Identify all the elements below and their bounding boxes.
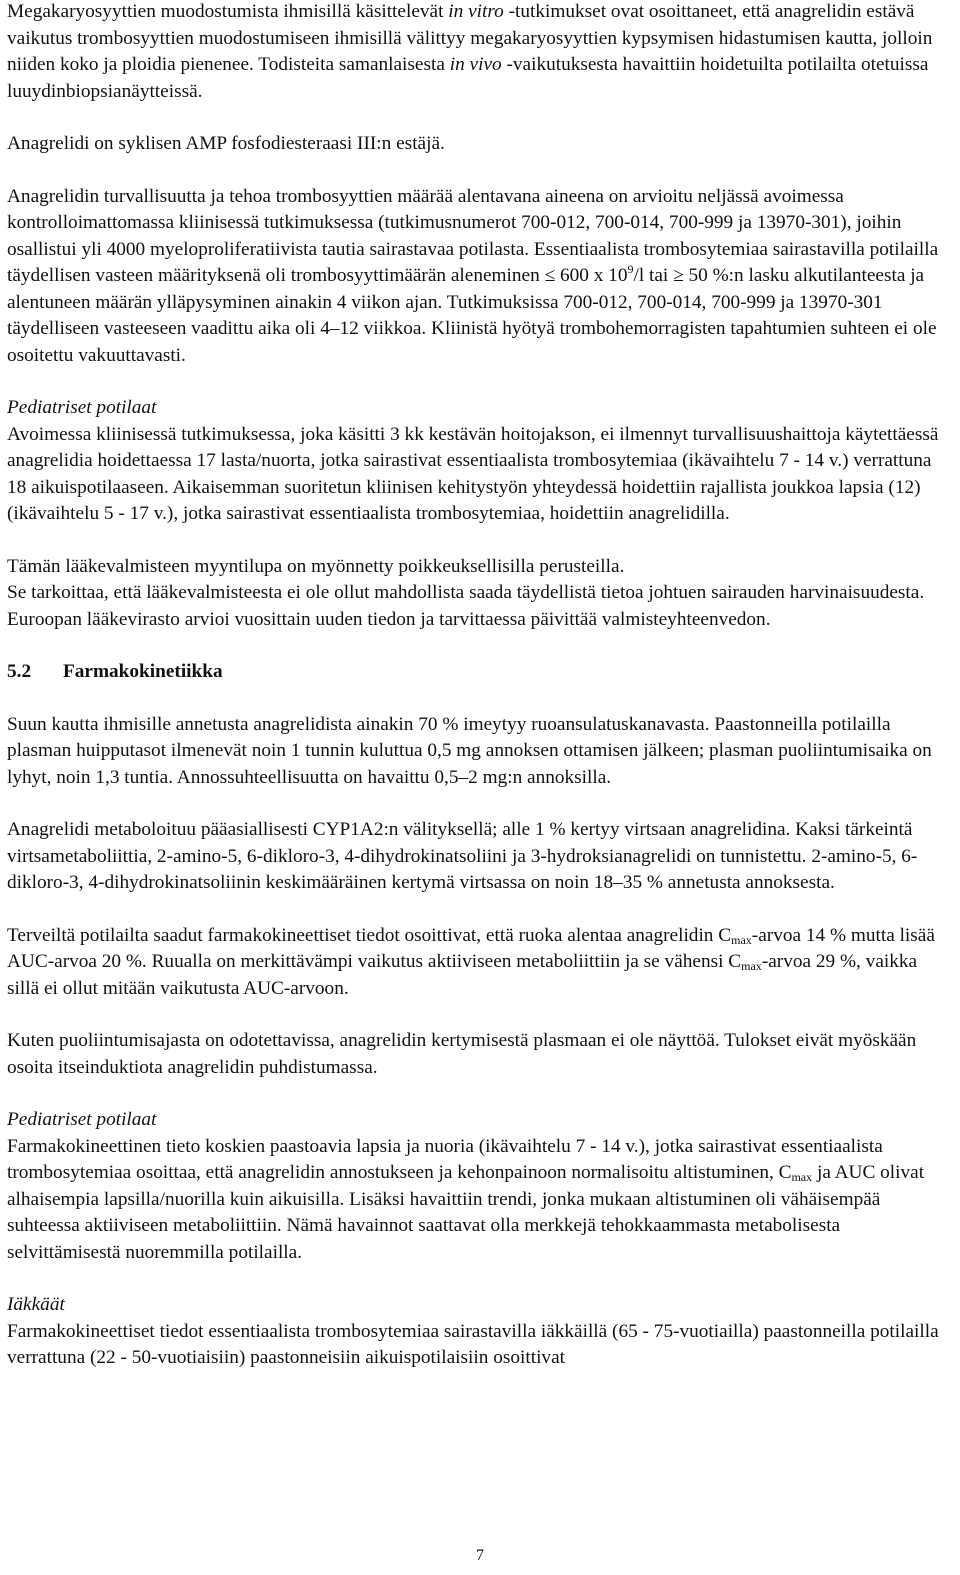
paragraph-amp-inhibitor: Anagrelidi on syklisen AMP fosfodiesteraasi III:n estäjä. [7,133,445,154]
document-page [7,0,953,1372]
subscript-max: max [731,932,752,947]
auth-line-2: Se tarkoittaa, että lääkevalmisteesta ei ole ollut mahdollista saada täydellistä tietoa johtuen sairauden harvinaisuudesta. [7,582,925,603]
section-heading-pharmacokinetics [7,659,953,686]
exponent: 9 [627,262,634,276]
paragraph-elderly: Farmakokineettiset tiedot essentiaalista trombosytemiaa sairastavilla iäkkäillä (65 - 75-vuotiailla) paastonneilla potilailla verrattuna (22 - 50-vuotiaisiin) paastonneisiin aikuispotilaisiin osoittivat [7,1320,939,1368]
italic-in-vivo: in vivo [449,54,502,75]
paragraph-accumulation: Kuten puoliintumisajasta on odotettavissa, anagrelidin kertymisestä plasmaan ei ole näyttöä. Tulokset eivät myöskään osoita itseinduktiota anagrelidin puhdistumassa. [7,1030,917,1078]
auth-line-1: Tämän lääkevalmisteen myyntilupa on myönnetty poikkeuksellisilla perusteilla. [7,555,625,577]
subheading-elderly: Iäkkäät [7,1294,65,1315]
subheading-pediatric-2: Pediatriset potilaat [7,1109,157,1130]
italic-in-vitro: in vitro [448,1,504,22]
paragraph-pediatric-1: Avoimessa kliinisessä tutkimuksessa, joka käsitti 3 kk kestävän hoitojakson, ei ilmennyt turvallisuushaittoja käytettäessä anagrelidia hoidettaessa 17 lasta/nuorta, jotka sairastivat essentiaalista trombosytemiaa (ikävaihtelu 7 - 14 v.) verrattuna 18 aikuispotilaaseen. Aikaisemman suoritetun kliinisen kehitystyön yhteydessä hoidettiin rajallista joukkoa lapsia (12) (ikävaihtelu 5 - 17 v.), jotka sairastivat essentiaalista trombosytemiaa, hoidettiin anagrelidilla. [7,423,939,524]
paragraph-pediatric-2: Farmakokineettinen tieto koskien paastoavia lapsia ja nuoria (ikävaihtelu 7 - 14 v.), jotka sairastivat essentiaalista trombosytemiaa osoittaa, että anagrelidin annostukseen ja kehonpainoon normalisoitu altistuminen, $C_{max}$ ja AUC olivat alhaisempia lapsilla/nuorilla kuin aikuisilla. Lisäksi havaittiin trendi, jonka mukaan altistuminen oli vähäisempää suhteessa aktiiviseen metaboliittiin. Nämä havainnot saattavat olla merkkejä tehokkaammasta metabolisesta selvittämisestä nuoremmilla potilailla. [7,1135,925,1263]
paragraph-metabolism: Anagrelidi metaboloituu pääasiallisesti CYP1A2:n välityksellä; alle 1 % kertyy virtsaan anagrelidina. Kaksi tärkeintä virtsametaboliittia, 2-amino-5, 6-dikloro-3, 4-dihydrokinatsoliini ja 3-hydroksianagrelidi on tunnistettu. 2-amino-5, 6-dikloro-3, 4-dihydrokinatsoliinin keskimääräinen kertymä virtsassa on noin 18–35 % annetusta annoksesta. [7,819,918,893]
paragraph-absorption: Suun kautta ihmisille annetusta anagrelidista ainakin 70 % imeytyy ruoansulatuskanavasta. Paastonneilla potilailla plasman huipputasot ilmenevät noin 1 tunnin kuluttua 0,5 mg annoksen ottamisen jälkeen; plasman puoliintumisaika on lyhyt, noin 1,3 tuntia. Annossuhteellisuutta on havaittu 0,5–2 mg:n annoksilla. [7,713,932,788]
section-title: Farmakokinetiikka [63,661,223,682]
less-equal-symbol: ≤ [544,265,556,286]
paragraph-safety-efficacy: Anagrelidin turvallisuutta ja tehoa trombosyyttien määrää alentavana aineena on arvioitu neljässä avoimessa kontrolloimattomassa kliinisessä tutkimuksessa (tutkimusnumerot 700-012, 700-014, 700-999 ja 13970-301), joihin osallistui yli 4000 myeloproliferatiivista tautia sairastavaa potilasta. Essentiaalista trombosytemiaa sairastavilla potilailla täydellisen vasteen määrityksenä oli trombosyyttimäärän aleneminen ≤ 600 x $10^9/l$ tai ≥ 50 %:n lasku alkutilanteesta ja alentuneen määrän ylläpysyminen ainakin 4 viikon ajan. Tutkimuksissa 700-012, 700-014, 700-999 ja 13970-301 täydelliseen vasteeseen vaadittu aika oli 4–12 viikkoa. Kliinistä hyötyä trombohemorragisten tapahtumien suhteen ei ole osoitettu vakuuttavasti. [7,185,939,366]
subheading-pediatric-1: Pediatriset potilaat [7,397,157,418]
auth-line-3: Euroopan lääkevirasto arvioi vuosittain uuden tiedon ja tarvittaessa päivittää valmisteyhteenvedon. [7,608,771,630]
paragraph-megakaryocyte: Megakaryosyyttien muodostumista ihmisillä käsittelevät in vitro -tutkimukset ovat osoittaneet, että anagrelidin estävä vaikutus trombosyyttien muodostumiseen ihmisillä välittyy megakaryosyyttien kypsymisen hidastumisen kautta, jolloin niiden koko ja ploidia pienenee. Todisteita samanlaisesta in vivo -vaikutuksesta havaittiin hoidetuilta potilailta otetuissa luuydinbiopsianäytteissä. [7,1,933,102]
paragraph-food-effect: Terveiltä potilailta saadut farmakokineettiset tiedot osoittivat, että ruoka alentaa anagrelidin $C_{max}$-arvoa 14 % mutta lisää AUC-arvoa 20 %. Ruualla on merkittävämpi vaikutus aktiiviseen metaboliittiin ja se vähensi $C_{max}$-arvoa 29 %, vaikka sillä ei ollut mitään vaikutusta AUC-arvoon. [7,924,935,999]
subscript-max: max [741,959,762,973]
greater-equal-symbol: ≥ [673,265,684,286]
section-number: 5.2 [7,661,32,682]
page-number: 7 [476,1547,484,1564]
subscript-max: max [791,1170,813,1184]
